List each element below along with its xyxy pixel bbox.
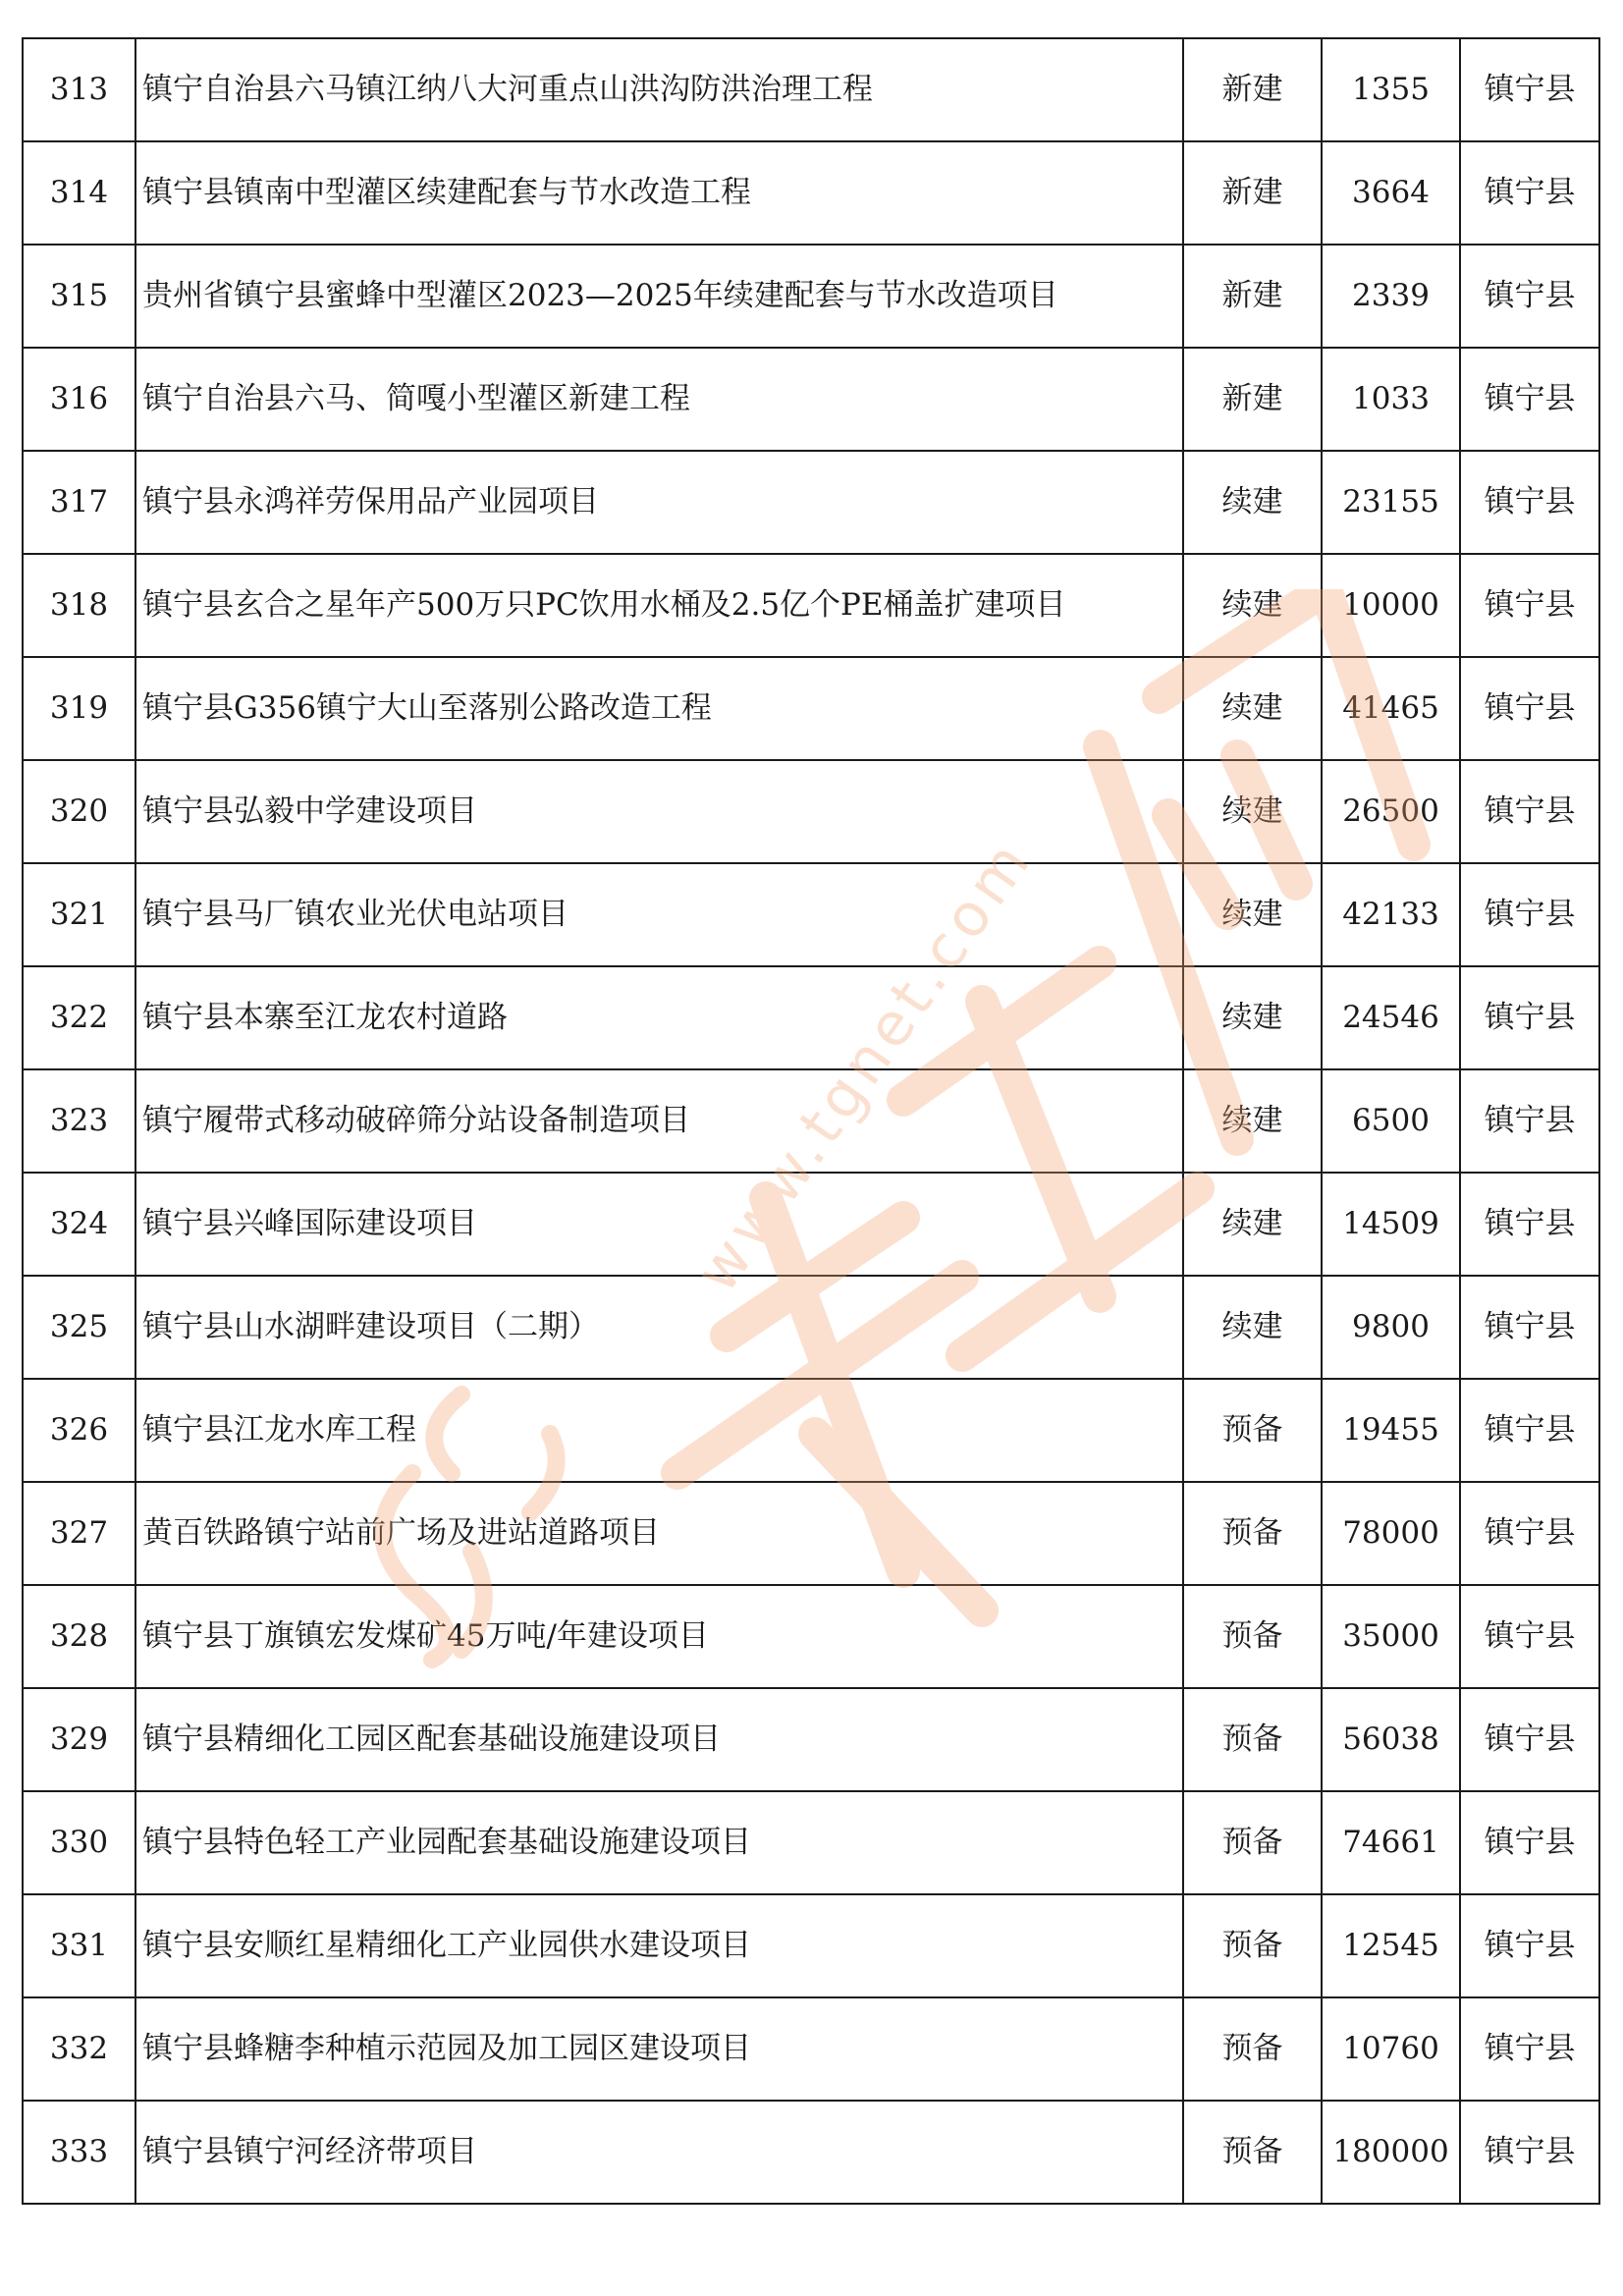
location-cell: 镇宁县: [1460, 1997, 1599, 2101]
project-name-cell: 黄百铁路镇宁站前广场及进站道路项目: [135, 1482, 1183, 1585]
project-type-cell: 预备: [1183, 1482, 1322, 1585]
location-cell: 镇宁县: [1460, 966, 1599, 1069]
project-name-cell: 镇宁县永鸿祥劳保用品产业园项目: [135, 451, 1183, 554]
location-cell: 镇宁县: [1460, 1688, 1599, 1791]
row-number-cell: 331: [23, 1894, 135, 1997]
project-type-cell: 续建: [1183, 1276, 1322, 1379]
project-type-cell: 预备: [1183, 1585, 1322, 1688]
row-number-cell: 325: [23, 1276, 135, 1379]
table-row: [23, 141, 1599, 245]
table-row: [23, 657, 1599, 760]
investment-cell: 23155: [1322, 451, 1460, 554]
table-row: [23, 1585, 1599, 1688]
investment-cell: 74661: [1322, 1791, 1460, 1894]
investment-cell: 78000: [1322, 1482, 1460, 1585]
project-type-cell: 续建: [1183, 966, 1322, 1069]
project-name-cell: 镇宁县安顺红星精细化工产业园供水建设项目: [135, 1894, 1183, 1997]
location-cell: 镇宁县: [1460, 245, 1599, 348]
row-number-cell: 314: [23, 141, 135, 245]
investment-cell: 10760: [1322, 1997, 1460, 2101]
project-type-cell: 续建: [1183, 863, 1322, 966]
investment-cell: 10000: [1322, 554, 1460, 657]
row-number-cell: 327: [23, 1482, 135, 1585]
row-number-cell: 332: [23, 1997, 135, 2101]
row-number-cell: 313: [23, 38, 135, 141]
investment-cell: 26500: [1322, 760, 1460, 863]
location-cell: 镇宁县: [1460, 1069, 1599, 1173]
project-name-cell: 镇宁自治县六马、简嘎小型灌区新建工程: [135, 348, 1183, 451]
investment-cell: 35000: [1322, 1585, 1460, 1688]
row-number-cell: 319: [23, 657, 135, 760]
row-number-cell: 318: [23, 554, 135, 657]
investment-cell: 6500: [1322, 1069, 1460, 1173]
project-name-cell: 贵州省镇宁县蜜蜂中型灌区2023—2025年续建配套与节水改造项目: [135, 245, 1183, 348]
project-name-cell: 镇宁县弘毅中学建设项目: [135, 760, 1183, 863]
investment-cell: 3664: [1322, 141, 1460, 245]
project-name-cell: 镇宁履带式移动破碎筛分站设备制造项目: [135, 1069, 1183, 1173]
location-cell: 镇宁县: [1460, 141, 1599, 245]
watermark-url: www.tgnet.com: [681, 826, 1047, 1305]
location-cell: 镇宁县: [1460, 1482, 1599, 1585]
row-number-cell: 315: [23, 245, 135, 348]
project-name-cell: 镇宁县玄合之星年产500万只PC饮用水桶及2.5亿个PE桶盖扩建项目: [135, 554, 1183, 657]
location-cell: 镇宁县: [1460, 2101, 1599, 2204]
project-type-cell: 预备: [1183, 1894, 1322, 1997]
table-row: [23, 966, 1599, 1069]
table-row: [23, 863, 1599, 966]
location-cell: 镇宁县: [1460, 760, 1599, 863]
project-type-cell: 续建: [1183, 760, 1322, 863]
project-name-cell: 镇宁县本寨至江龙农村道路: [135, 966, 1183, 1069]
location-cell: 镇宁县: [1460, 348, 1599, 451]
row-number-cell: 329: [23, 1688, 135, 1791]
row-number-cell: 326: [23, 1379, 135, 1482]
investment-cell: 2339: [1322, 245, 1460, 348]
project-type-cell: 新建: [1183, 141, 1322, 245]
project-type-cell: 预备: [1183, 1688, 1322, 1791]
location-cell: 镇宁县: [1460, 1379, 1599, 1482]
project-name-cell: 镇宁县特色轻工产业园配套基础设施建设项目: [135, 1791, 1183, 1894]
table-row: [23, 1688, 1599, 1791]
project-name-cell: 镇宁县镇宁河经济带项目: [135, 2101, 1183, 2204]
investment-cell: 24546: [1322, 966, 1460, 1069]
table-row: [23, 1997, 1599, 2101]
location-cell: 镇宁县: [1460, 863, 1599, 966]
project-name-cell: 镇宁县兴峰国际建设项目: [135, 1173, 1183, 1276]
table-row: [23, 1791, 1599, 1894]
location-cell: 镇宁县: [1460, 451, 1599, 554]
table-row: [23, 245, 1599, 348]
location-cell: 镇宁县: [1460, 1585, 1599, 1688]
project-name-cell: 镇宁自治县六马镇江纳八大河重点山洪沟防洪治理工程: [135, 38, 1183, 141]
project-type-cell: 续建: [1183, 451, 1322, 554]
project-type-cell: 续建: [1183, 554, 1322, 657]
project-name-cell: 镇宁县精细化工园区配套基础设施建设项目: [135, 1688, 1183, 1791]
project-type-cell: 新建: [1183, 38, 1322, 141]
project-name-cell: 镇宁县山水湖畔建设项目（二期）: [135, 1276, 1183, 1379]
project-type-cell: 预备: [1183, 2101, 1322, 2204]
table-row: [23, 38, 1599, 141]
project-type-cell: 续建: [1183, 1069, 1322, 1173]
table-row: [23, 1379, 1599, 1482]
project-type-cell: 预备: [1183, 1379, 1322, 1482]
investment-cell: 12545: [1322, 1894, 1460, 1997]
row-number-cell: 330: [23, 1791, 135, 1894]
investment-cell: 42133: [1322, 863, 1460, 966]
investment-cell: 41465: [1322, 657, 1460, 760]
project-name-cell: 镇宁县镇南中型灌区续建配套与节水改造工程: [135, 141, 1183, 245]
location-cell: 镇宁县: [1460, 1791, 1599, 1894]
table-row: [23, 760, 1599, 863]
project-name-cell: 镇宁县G356镇宁大山至落别公路改造工程: [135, 657, 1183, 760]
location-cell: 镇宁县: [1460, 657, 1599, 760]
table-row: [23, 1276, 1599, 1379]
table-row: [23, 1173, 1599, 1276]
location-cell: 镇宁县: [1460, 1173, 1599, 1276]
investment-cell: 14509: [1322, 1173, 1460, 1276]
investment-cell: 19455: [1322, 1379, 1460, 1482]
project-type-cell: 预备: [1183, 1997, 1322, 2101]
row-number-cell: 321: [23, 863, 135, 966]
investment-cell: 1355: [1322, 38, 1460, 141]
table-row: [23, 1482, 1599, 1585]
project-type-cell: 续建: [1183, 657, 1322, 760]
location-cell: 镇宁县: [1460, 1276, 1599, 1379]
project-name-cell: 镇宁县丁旗镇宏发煤矿45万吨/年建设项目: [135, 1585, 1183, 1688]
project-table: [22, 37, 1600, 2205]
investment-cell: 1033: [1322, 348, 1460, 451]
row-number-cell: 317: [23, 451, 135, 554]
location-cell: 镇宁县: [1460, 554, 1599, 657]
row-number-cell: 316: [23, 348, 135, 451]
table-row: [23, 2101, 1599, 2204]
project-table-body: [23, 38, 1599, 2204]
row-number-cell: 322: [23, 966, 135, 1069]
project-name-cell: 镇宁县马厂镇农业光伏电站项目: [135, 863, 1183, 966]
row-number-cell: 333: [23, 2101, 135, 2204]
row-number-cell: 320: [23, 760, 135, 863]
row-number-cell: 324: [23, 1173, 135, 1276]
project-table-container: [22, 37, 1598, 2205]
project-name-cell: 镇宁县蜂糖李种植示范园及加工园区建设项目: [135, 1997, 1183, 2101]
investment-cell: 9800: [1322, 1276, 1460, 1379]
project-type-cell: 续建: [1183, 1173, 1322, 1276]
row-number-cell: 328: [23, 1585, 135, 1688]
table-row: [23, 1894, 1599, 1997]
project-type-cell: 新建: [1183, 245, 1322, 348]
location-cell: 镇宁县: [1460, 1894, 1599, 1997]
project-type-cell: 预备: [1183, 1791, 1322, 1894]
table-row: [23, 554, 1599, 657]
table-row: [23, 451, 1599, 554]
investment-cell: 56038: [1322, 1688, 1460, 1791]
location-cell: 镇宁县: [1460, 38, 1599, 141]
row-number-cell: 323: [23, 1069, 135, 1173]
investment-cell: 180000: [1322, 2101, 1460, 2204]
table-row: [23, 348, 1599, 451]
table-row: [23, 1069, 1599, 1173]
project-name-cell: 镇宁县江龙水库工程: [135, 1379, 1183, 1482]
project-type-cell: 新建: [1183, 348, 1322, 451]
